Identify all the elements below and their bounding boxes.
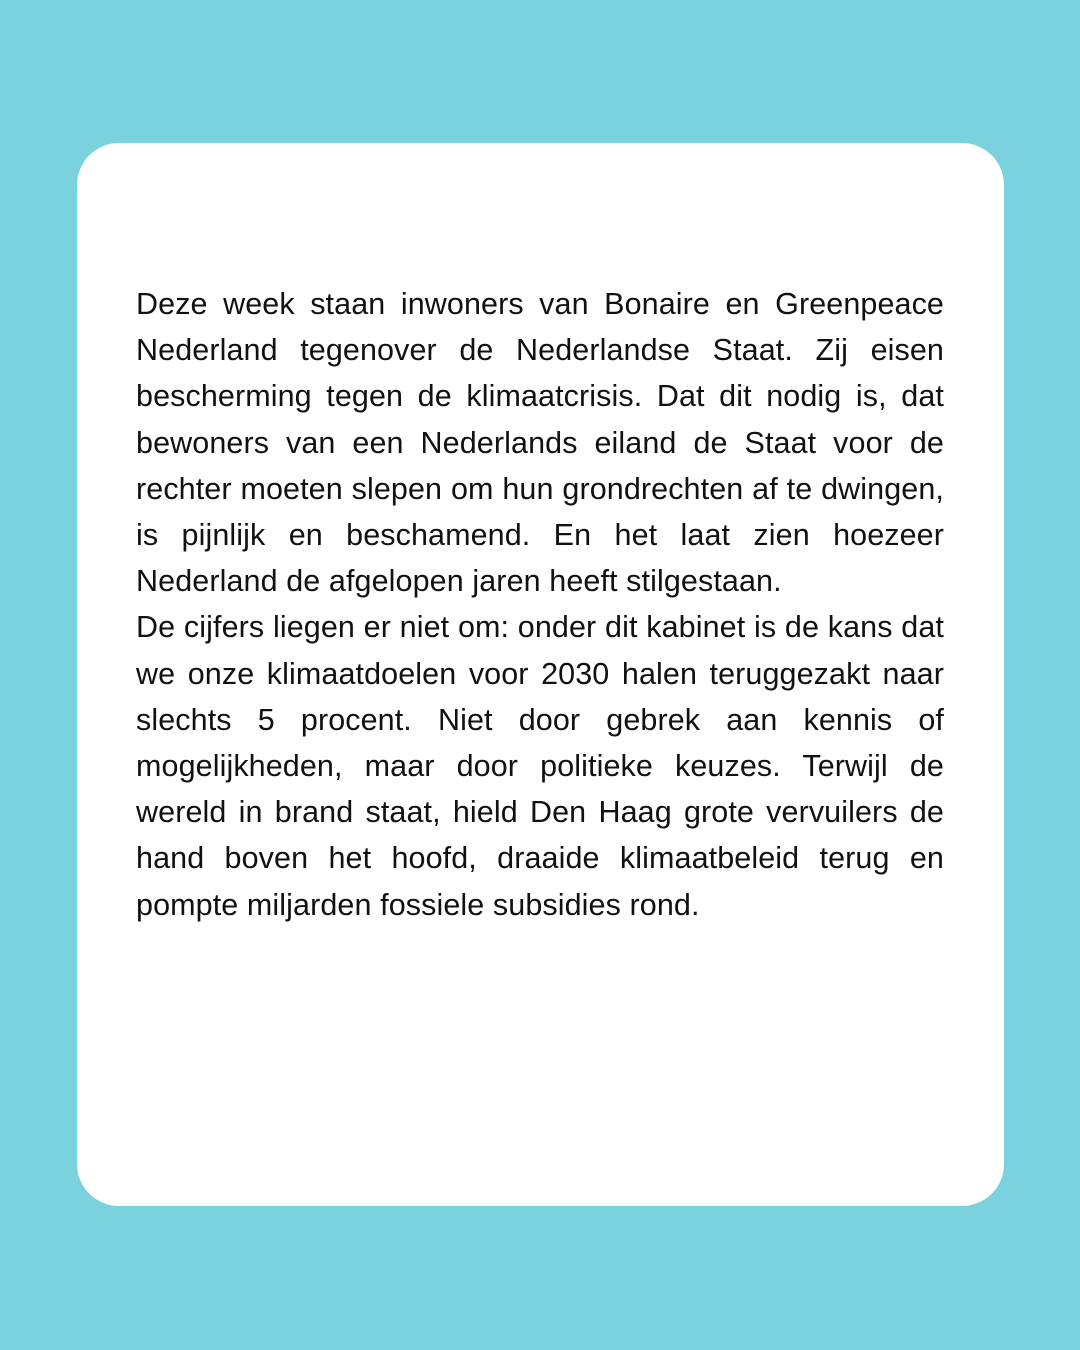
paragraph-1: Deze week staan inwoners van Bonaire en Greenpeace Nederland tegenover de Nederlandse Staat. Zij eisen bescherming tegen de klimaatcrisis. Dat dit nodig is, dat bewoners van een Nederlands eiland de Staat voor de rechter moeten slepen om hun grondrechten af te dwingen, is pijnlijk en beschamend. En het laat zien hoezeer Nederland de afgelopen jaren heeft stilgestaan. (136, 287, 944, 599)
article-text (136, 281, 944, 928)
paragraph-2: De cijfers liegen er niet om: onder dit kabinet is de kans dat we onze klimaatdoelen voor 2030 halen teruggezakt naar slechts 5 procent. Niet door gebrek aan kennis of mogelijkheden, maar door politieke keuzes. Terwijl de wereld in brand staat, hield Den Haag grote vervuilers de hand boven het hoofd, draaide klimaatbeleid terug en pompte miljarden fossiele subsidies rond. (136, 610, 944, 922)
